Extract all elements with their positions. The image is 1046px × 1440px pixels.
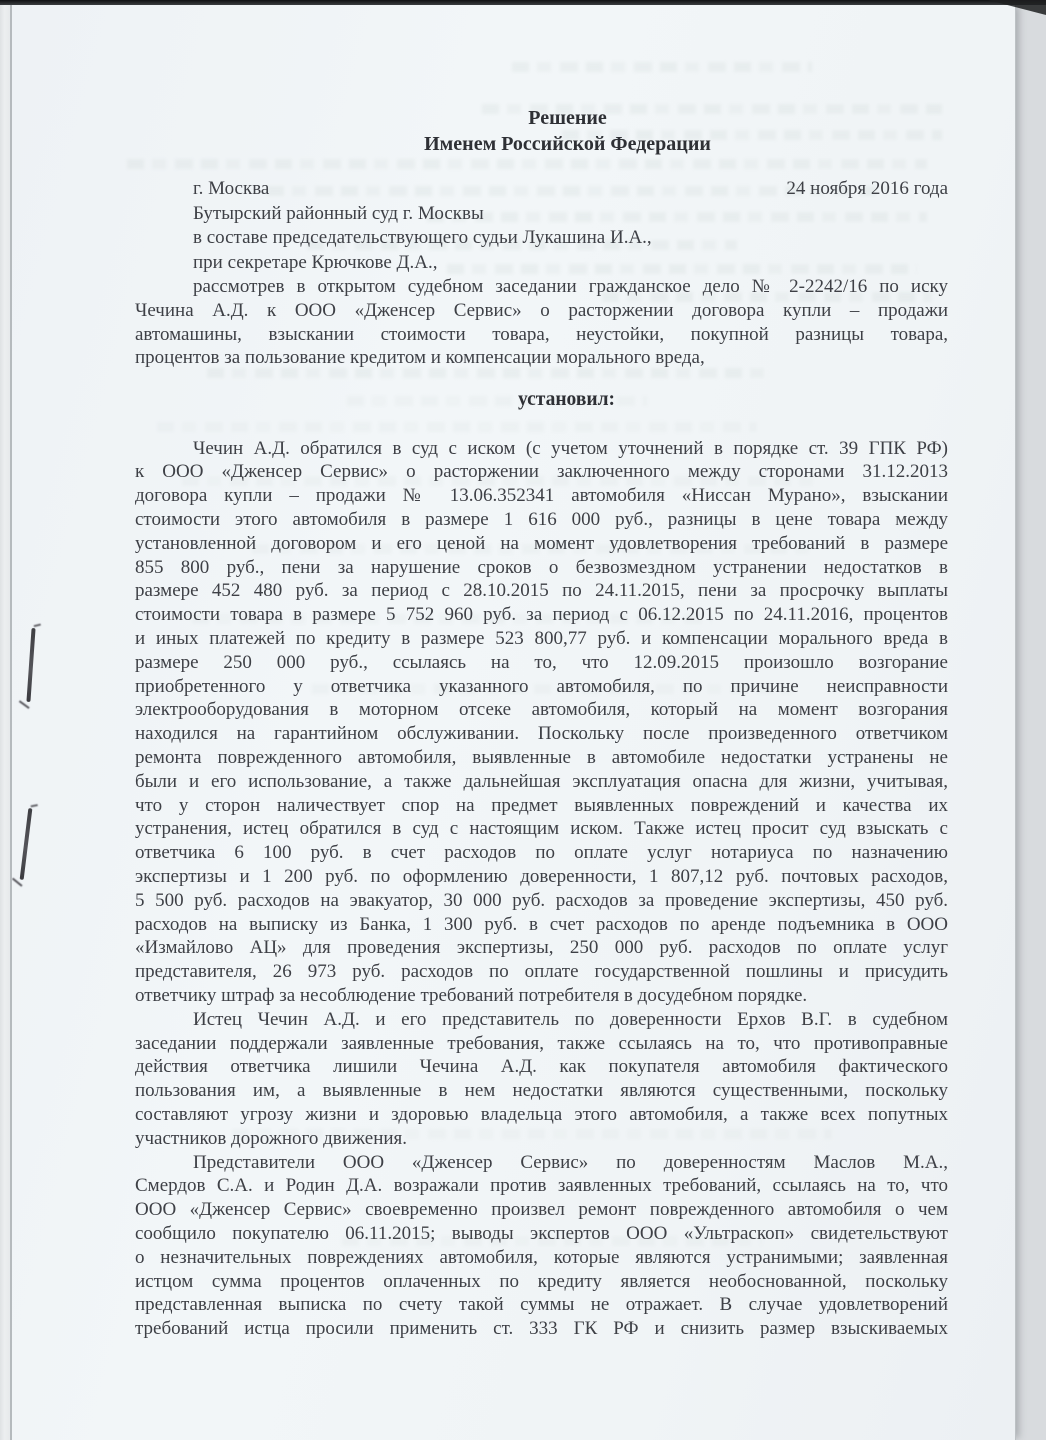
text-line: составляют угрозу жизни и здоровью владельца этого автомобиля, а также всех попутных — [135, 1104, 948, 1125]
text-line: сообщило покупателю 06.11.2015; выводы экспертов ООО «Ультраскоп» свидетельствуют — [135, 1222, 948, 1244]
text-line: находился на гарантийном обслуживании. Поскольку после произведенного ответчиком — [135, 723, 948, 745]
text-line: ответчику штраф за несоблюдение требований потребителя в досудебном порядке. — [135, 985, 808, 1007]
text-line: истцом сумма процентов оплаченных по кредиту является необоснованной, поскольку — [135, 1270, 948, 1292]
text-line: что у сторон наличествует спор на предмет выявленных повреждений и качества их — [135, 794, 948, 816]
body-paragraph-2 — [135, 1008, 948, 1151]
staple-mark — [26, 628, 35, 702]
text-line: и иных платежей по кредиту в размере 523 800,77 руб. и компенсации морального вреда в — [135, 628, 948, 650]
text-line: расходов на выписку из Банка, 1 300 руб. в счет расходов по аренде подъемника в ООО — [135, 913, 948, 935]
case-intro-paragraph — [135, 275, 948, 370]
staple-mark — [20, 808, 33, 880]
text-line: участников дорожного движения. — [135, 1127, 408, 1149]
text-line: Истец Чечин А.Д. и его представитель по доверенности Ерхов В.Г. в судебном — [193, 1008, 948, 1030]
text-line: ответчика 6 100 руб. в счет расходов по оплате услуг нотариуса по назначению — [135, 842, 948, 864]
document-page — [12, 4, 1016, 1440]
secretary-line: при секретаре Крючкове Д.А., — [193, 251, 438, 273]
text-line: устранения, истец обратился в суд с настоящим иском. Также истец просит суд взыскать с — [135, 818, 948, 840]
text-line: рассмотрев в открытом судебном заседании гражданское дело № 2-2242/16 по иску — [193, 276, 948, 297]
text-line: стоимости товара в размере 5 752 960 руб. за период с 06.12.2015 по 24.11.2016, процентов — [135, 604, 948, 626]
scan-corner-shadow — [988, 0, 1046, 15]
text-line: ООО «Дженсер Сервис» своевременно произвел ремонт поврежденного автомобиля о чем — [135, 1199, 948, 1221]
text-line: представленная выписка по счету такой суммы не отражает. В случае удовлетворений — [135, 1294, 948, 1316]
text-line: договора купли – продажи № 13.06.352341 автомобиля «Ниссан Мурано», взыскании — [135, 485, 948, 507]
text-line: стоимости этого автомобиля в размере 1 616 000 руб., разницы в цене товара между — [135, 509, 948, 531]
text-line: о незначительных повреждениях автомобиля, которые являются устранимыми; заявленная — [135, 1246, 948, 1268]
body-paragraph-3 — [135, 1151, 948, 1341]
text-line: действия ответчика лишили Чечина А.Д. как покупателя автомобиля фактического — [135, 1056, 948, 1078]
scan-top-edge — [0, 0, 1046, 5]
document-text — [135, 4, 948, 1341]
text-line: заседании поддержали заявленные требования, также ссылаясь на то, что противоправные — [135, 1032, 948, 1054]
decision-title-block — [161, 4, 974, 157]
date-label: 24 ноября 2016 года — [786, 178, 948, 199]
text-line: приобретенного у ответчика указанного автомобиля, по причине неисправности — [135, 675, 948, 697]
text-line: Представители ООО «Дженсер Сервис» по доверенностям Маслов М.А., — [193, 1151, 948, 1173]
section-heading-ustanovil: установил: — [517, 389, 616, 411]
court-name-line: Бутырский районный суд г. Москвы — [193, 202, 484, 224]
place-date-row — [135, 177, 948, 202]
text-line: представителя, 26 973 руб. расходов по оплате государственной пошлины и присудить — [135, 961, 948, 983]
text-line: 5 500 руб. расходов на эвакуатор, 30 000 руб. расходов за проведение экспертизы, 450 руб. — [135, 889, 948, 911]
text-line: автомашины, взыскании стоимости товара, неустойки, покупной разницы товара, — [135, 323, 948, 345]
text-line: ремонта поврежденного автомобиля, выявленные в автомобиле недостатки устранены не — [135, 747, 948, 769]
judge-line: в составе председательствующего судьи Лукашина И.А., — [193, 227, 652, 248]
scan-left-edge — [0, 0, 12, 1440]
text-line: Чечин А.Д. обратился в суд с иском (с учетом уточнений в порядке ст. 39 ГПК РФ) — [193, 437, 948, 459]
text-line: «Измайлово АЦ» для проведения экспертизы, 250 000 руб. расходов по оплате услуг — [135, 937, 948, 959]
text-line: размере 452 480 руб. за период с 28.10.2015 по 24.11.2015, пени за просрочку выплаты — [135, 580, 948, 602]
text-line: размере 250 000 руб., ссылаясь на то, что 12.09.2015 произошло возгорание — [135, 651, 948, 673]
text-line: были и его использование, а также дальнейшая эксплуатация опасна для жизни, учитывая, — [135, 770, 948, 792]
text-line: установленной договором и его ценой на момент удовлетворения требований в размере — [135, 532, 948, 554]
text-line: процентов за пользование кредитом и компенсации морального вреда, — [135, 347, 705, 369]
city-label: г. Москва — [193, 178, 270, 199]
text-line: экспертизы и 1 200 руб. по оформлению доверенности, 1 807,12 руб. почтовых расходов, — [135, 866, 948, 888]
text-line: к ООО «Дженсер Сервис» о расторжении заключенного между сторонами 31.12.2013 — [135, 461, 948, 483]
text-line: 855 800 руб., пени за нарушение сроков о безвозмездном устранении недостатков в — [135, 556, 948, 578]
text-line: Смердов С.А. и Родин Д.А. возражали против заявленных требований, ссылаясь на то, что — [135, 1175, 948, 1197]
decision-subtitle: Именем Российской Федерации — [424, 133, 711, 155]
text-line: требований истца просили применить ст. 333 ГК РФ и снизить размер взыскиваемых — [135, 1318, 948, 1340]
text-line: пользования им, а выявленные в нем недостатки являются существенными, поскольку — [135, 1080, 948, 1102]
decision-title: Решение — [528, 107, 607, 129]
text-line: Чечина А.Д. к ООО «Дженсер Сервис» о расторжении договора купли – продажи — [135, 299, 948, 321]
body-paragraph-1 — [135, 437, 948, 1008]
text-line: электрооборудования в моторном отсеке автомобиля, который на момент возгорания — [135, 699, 948, 721]
